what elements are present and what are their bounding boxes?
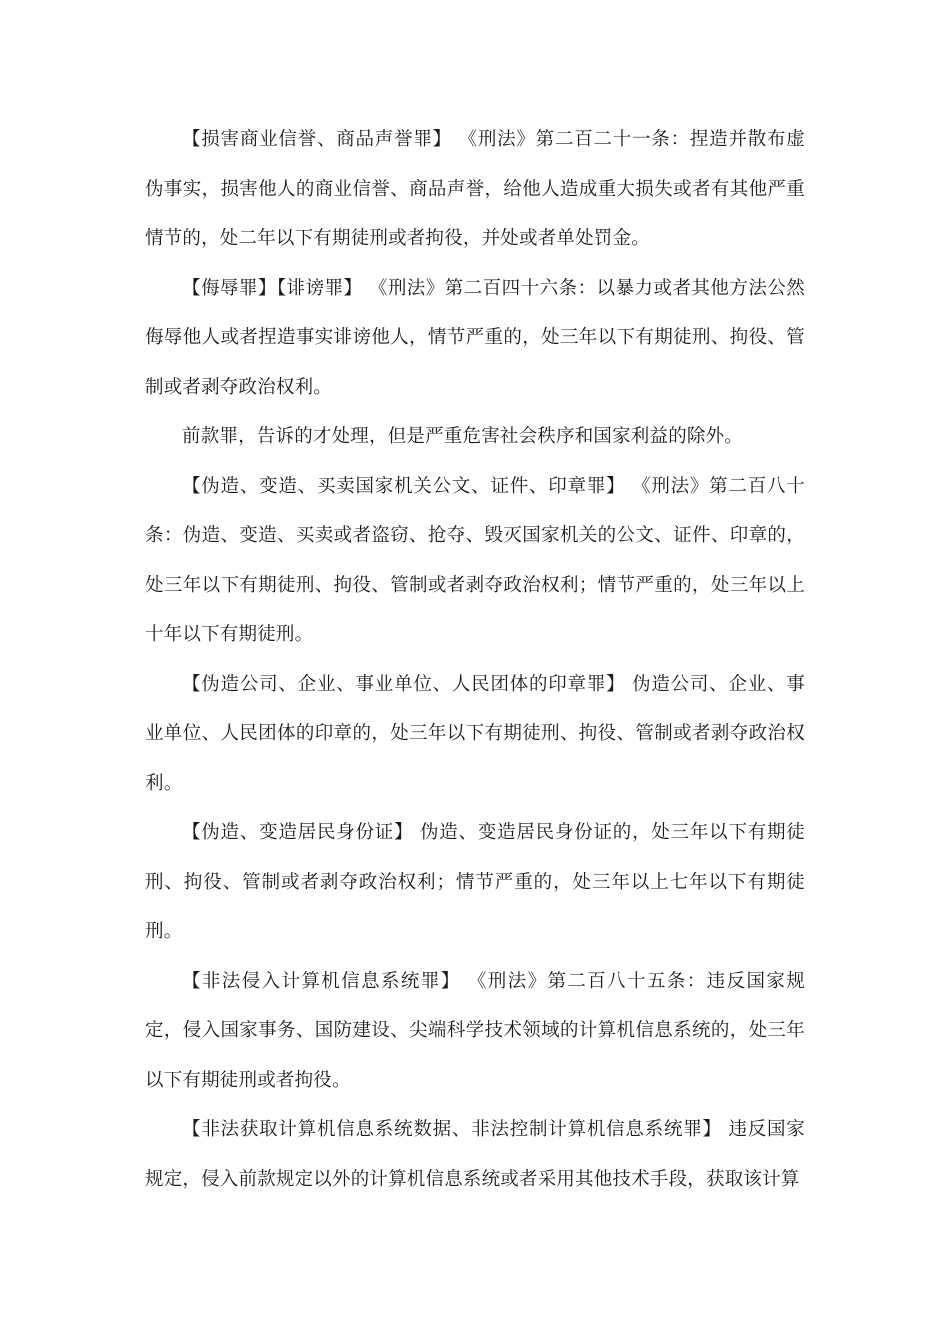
document-body [145, 115, 805, 1204]
paragraph-insult-defamation: 【侮辱罪】【诽谤罪】 《刑法》第二百四十六条：以暴力或者其他方法公然侮辱他人或者捏造事实诽谤他人，情节严重的，处三年以下有期徒刑、拘役、管制或者剥夺政治权利。 [145, 277, 805, 398]
paragraph-forging-id-cards: 【伪造、变造居民身份证】 伪造、变造居民身份证的，处三年以下有期徒刑、拘役、管制或者剥夺政治权利；情节严重的，处三年以上七年以下有期徒刑。 [145, 822, 805, 942]
paragraph-commercial-reputation: 【损害商业信誉、商品声誉罪】 《刑法》第二百二十一条：捏造并散布虚伪事实，损害他人的商业信誉、商品声誉，给他人造成重大损失或者有其他严重情节的，处二年以下有期徒刑或者拘役，并处或者单处罚金。 [145, 129, 805, 249]
paragraph-forging-state-documents: 【伪造、变造、买卖国家机关公文、证件、印章罪】 《刑法》第二百八十条：伪造、变造、买卖或者盗窃、抢夺、毁灭国家机关的公文、证件、印章的，处三年以下有期徒刑、拘役、管制或者剥夺政治权利；情节严重的，处三年以上十年以下有期徒刑。 [145, 475, 805, 645]
paragraph-illegal-data-acquisition: 【非法获取计算机信息系统数据、非法控制计算机信息系统罪】 违反国家规定，侵入前款规定以外的计算机信息系统或者采用其他技术手段，获取该计算 [145, 1119, 805, 1190]
paragraph-illegal-intrusion: 【非法侵入计算机信息系统罪】 《刑法》第二百八十五条：违反国家规定，侵入国家事务、国防建设、尖端科学技术领域的计算机信息系统的，处三年以下有期徒刑或者拘役。 [145, 970, 805, 1091]
paragraph-complaint-clause: 前款罪，告诉的才处理，但是严重危害社会秩序和国家利益的除外。 [182, 426, 744, 447]
paragraph-forging-company-seals: 【伪造公司、企业、事业单位、人民团体的印章罪】 伪造公司、企业、事业单位、人民团体的印章的，处三年以下有期徒刑、拘役、管制或者剥夺政治权利。 [145, 673, 805, 794]
